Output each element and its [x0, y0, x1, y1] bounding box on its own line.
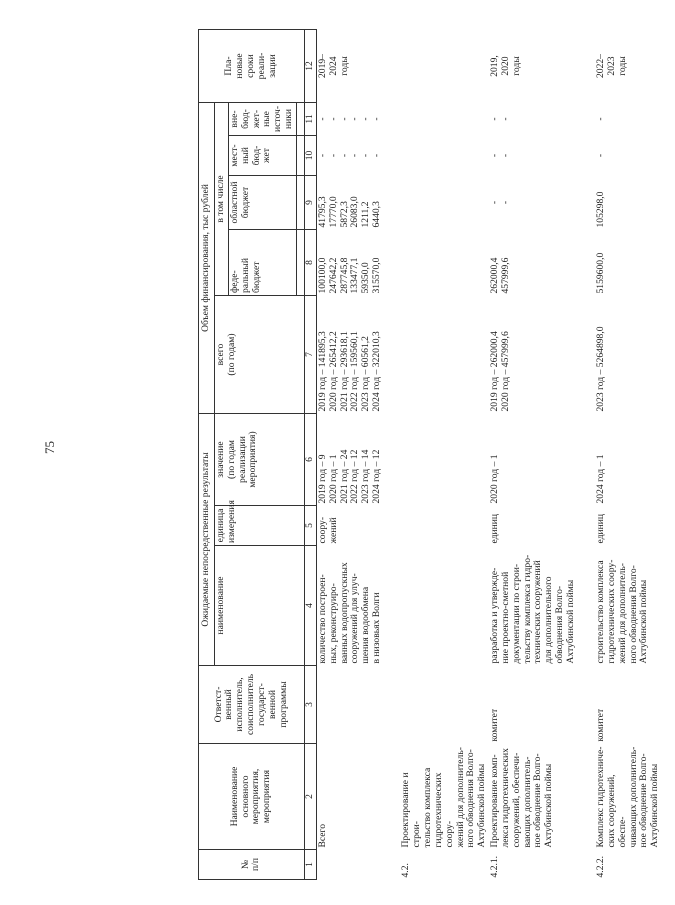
header-result-name: наименование: [215, 546, 305, 666]
column-number: 4: [304, 546, 316, 666]
finance-total: 2019 год – 141895,3 2020 год – 265412,2 2021 год – 293618,1 2022 год – 159560,1 2023 год – 60561,2 2024 год – 322010,3: [316, 331, 383, 412]
column-number: 7: [304, 296, 316, 414]
planned-period: 2019– 2024 годы: [316, 54, 350, 78]
header-activity-name: Наименование основного мероприятия, мероприятия: [199, 744, 305, 850]
rotated-table-container: [198, 30, 661, 880]
responsible: комитет: [489, 708, 501, 742]
table-row-4-2-1: [489, 30, 595, 880]
column-number: 1: [304, 850, 316, 880]
row-name: Проектирование комп- лекса гидротехнических сооружений, обеспечи- вающих дополнитель- ное обводнение Волго- Ахтубинской поймы: [489, 748, 555, 848]
finance-extrabudgetary: - - - - - -: [316, 117, 383, 121]
column-number: 2: [304, 744, 316, 850]
finance-local: -: [595, 153, 607, 158]
column-number: 8: [304, 230, 316, 296]
finance-regional: 41795,3 17770,0 5872,3 26083,0 1211,2 6440,3: [316, 196, 383, 228]
finance-regional: - -: [489, 200, 511, 205]
result-name: количество построен- ных, реконструиро- ванных водопропускных сооружений для улуч- шения водообмена в низовьях Волги: [316, 562, 383, 664]
row-name: Проектирование и строи- тельство комплекса гидротехнических соору- жений для дополнитель- ного обводнения Волго- Ахтубинской поймы: [400, 747, 488, 848]
table-row-4-2: [400, 30, 489, 880]
header-result-value: значение (по годам реализации мероприятия): [215, 414, 305, 506]
result-name: строительство комплекса гидротехнических соору- жений для дополнитель- ного обводнения Волго- Ахтубинской поймы: [595, 559, 650, 664]
result-unit: единиц: [595, 513, 607, 544]
finance-federal: 100100,0 247642,2 287745,8 133477,1 59350,0 315570,0: [316, 257, 383, 294]
header-local-budget: мест- ный бюд- жет: [229, 136, 297, 176]
finance-local: - -: [489, 153, 511, 158]
row-name: Всего: [316, 823, 328, 848]
finance-federal: 5159600,0: [595, 252, 607, 294]
result-unit: единиц: [489, 513, 501, 544]
result-name: разработка и утвержде- ние проектно-сметной документации по строи- тельству комплекса гидро- технических сооружений для дополнительного обводнения Волго- Ахтубинской поймы: [489, 554, 576, 664]
header-extrabudgetary: вне- бюд- жет- ные источ- ники: [229, 103, 297, 136]
header-finance-total: всего (по годам): [215, 296, 305, 414]
planned-period: 2022– 2023 годы: [595, 54, 628, 78]
column-number: 3: [304, 666, 316, 744]
row-number: 4.2.1.: [489, 855, 501, 878]
table-row-total: [316, 30, 400, 880]
header-federal-budget: феде- ральный бюджет: [229, 230, 297, 296]
row-name: Комплекс гидротехниче- ских сооружений, обеспе- чивающих дополнитель- ное обводнение Волго- Ахтубинской поймы: [595, 746, 661, 848]
column-number: 5: [304, 506, 316, 546]
header-planned-period: Пла- новые сроки реали- зации: [199, 30, 305, 103]
header-responsible: Ответст- венный исполнитель, соисполнитель государст- венной программы: [199, 666, 305, 744]
program-activities-table: [198, 29, 675, 880]
result-value: 2020 год – 1: [489, 454, 501, 504]
row-number: 4.2.: [400, 863, 412, 878]
finance-local: - - - - - -: [316, 153, 383, 158]
header-expected-results: Ожидаемые непосредственные результаты: [199, 414, 215, 666]
finance-regional: 105298,0: [595, 191, 607, 228]
column-number: 9: [304, 176, 316, 230]
finance-extrabudgetary: - -: [489, 117, 511, 121]
finance-total: 2019 год – 262000,4 2020 год – 457999,6: [489, 331, 511, 412]
header-number: № п/п: [199, 850, 305, 880]
column-number: 11: [304, 103, 316, 136]
column-number: 12: [304, 30, 316, 103]
finance-total: 2023 год – 5264898,0: [595, 326, 607, 412]
table-row-4-2-2: [595, 30, 675, 880]
header-regional-budget: областной бюджет: [229, 176, 297, 230]
result-value: 2019 год – 9 2020 год – 1 2021 год – 24 2022 год – 12 2023 год – 14 2024 год – 12: [316, 449, 383, 504]
column-number: 10: [304, 136, 316, 176]
column-number: 6: [304, 414, 316, 506]
result-value: 2024 год – 1: [595, 454, 607, 504]
row-number: 4.2.2.: [595, 855, 607, 878]
planned-period: 2019, 2020 годы: [489, 55, 522, 77]
result-unit: соору- жений: [316, 516, 339, 544]
finance-federal: 262000,4 457999,6: [489, 257, 511, 294]
responsible: комитет: [595, 708, 607, 742]
finance-extrabudgetary: -: [595, 117, 607, 121]
header-result-unit: единица измерения: [215, 506, 305, 546]
header-finance-including: в том числе: [215, 103, 229, 296]
header-financing: Объем финансирования, тыс рублей: [199, 103, 215, 414]
page-number: 75: [42, 441, 57, 454]
